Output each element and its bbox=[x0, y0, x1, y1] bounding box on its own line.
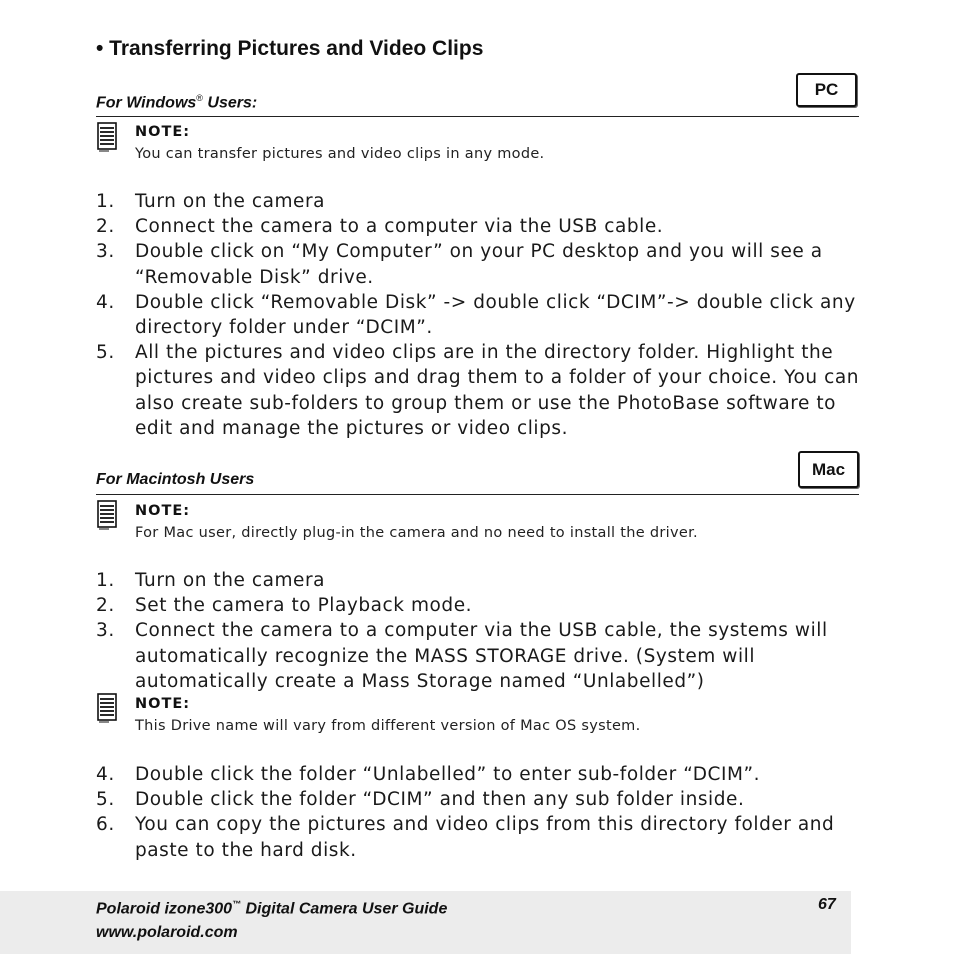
list-item: 6. You can copy the pictures and video clips from this directory folder and paste to the hard disk. bbox=[96, 814, 835, 861]
note-icon bbox=[97, 122, 117, 152]
note-label: NOTE: bbox=[135, 124, 191, 140]
list-item: 3. Connect the camera to a computer via the USB cable, the systems will automatically recognize the MASS STORAGE drive. (System will automatically create a Mass Storage named “Unlabelled”) bbox=[96, 620, 828, 692]
page-number: 67 bbox=[818, 896, 836, 913]
mac-steps-list-continued bbox=[96, 762, 864, 863]
list-item: 4. Double click “Removable Disk” -> double click “DCIM”-> double click any directory folder under “DCIM”. bbox=[96, 291, 856, 339]
windows-divider bbox=[96, 116, 859, 117]
list-item: 5. Double click the folder “DCIM” and then any sub folder inside. bbox=[96, 789, 745, 811]
footer-url[interactable]: www.polaroid.com bbox=[96, 924, 238, 941]
list-item: 2. Set the camera to Playback mode. bbox=[96, 595, 473, 617]
windows-subheading bbox=[96, 93, 257, 112]
list-item: 1. Turn on the camera bbox=[96, 570, 326, 591]
list-item: 4. Double click the folder “Unlabelled” to enter sub-folder “DCIM”. bbox=[96, 764, 761, 785]
pc-tag: PC bbox=[796, 73, 857, 107]
list-item: 3. Double click on “My Computer” on your PC desktop and you will see a “Removable Disk” drive. bbox=[96, 241, 823, 288]
windows-subheading-suffix: Users: bbox=[202, 94, 258, 112]
note-text: For Mac user, directly plug-in the camera and no need to install the driver. bbox=[135, 525, 698, 541]
note-label: NOTE: bbox=[135, 503, 191, 519]
footer-guide-prefix: Polaroid izone300 bbox=[96, 900, 233, 918]
footer-guide-suffix: Digital Camera User Guide bbox=[241, 900, 448, 918]
footer-guide-title bbox=[96, 899, 447, 918]
mac-tag: Mac bbox=[798, 451, 859, 488]
windows-steps-list bbox=[96, 189, 864, 441]
note-label: NOTE: bbox=[135, 696, 191, 712]
mac-divider bbox=[96, 494, 859, 495]
section-title: • Transferring Pictures and Video Clips bbox=[96, 37, 484, 60]
note-text: You can transfer pictures and video clips in any mode. bbox=[135, 146, 545, 162]
trademark-mark: ™ bbox=[232, 899, 242, 909]
list-item: 5. All the pictures and video clips are in the directory folder. Highlight the pictures and video clips and drag them to a folder of your choice. You can also create sub-folders to group them or use the PhotoBase software to edit and manage the pictures or video clips. bbox=[96, 342, 860, 439]
note-icon bbox=[97, 693, 117, 723]
windows-subheading-text: For Windows bbox=[96, 94, 197, 112]
registered-mark: ® bbox=[196, 93, 203, 103]
note-icon bbox=[97, 500, 117, 530]
note-text: This Drive name will vary from different version of Mac OS system. bbox=[135, 718, 641, 734]
mac-subheading: For Macintosh Users bbox=[96, 471, 255, 488]
list-item: 2. Connect the camera to a computer via the USB cable. bbox=[96, 216, 664, 238]
list-item: 1. Turn on the camera bbox=[96, 191, 326, 212]
mac-steps-list bbox=[96, 568, 864, 694]
